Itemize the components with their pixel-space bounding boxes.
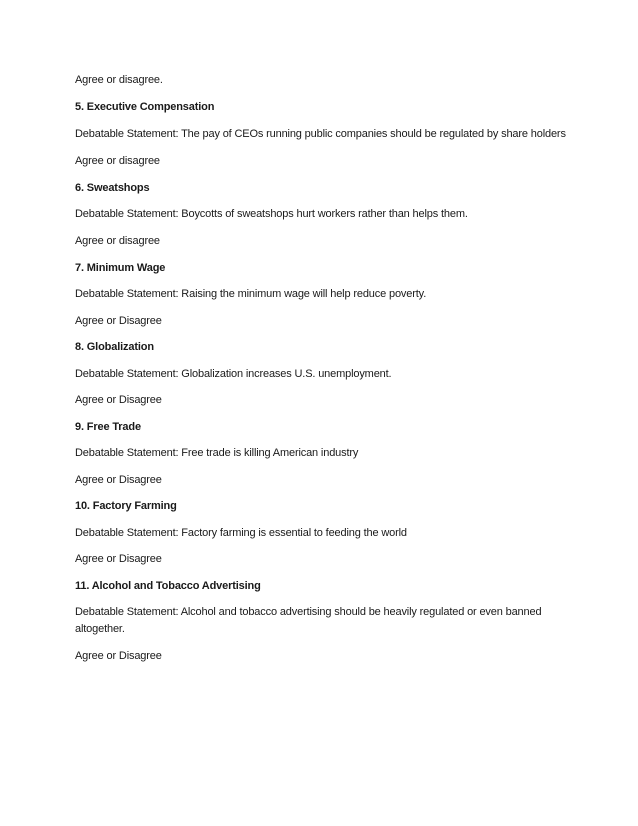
response-text-alcohol-tobacco-advertising: Agree or Disagree [75, 650, 162, 662]
section-heading-factory-farming: 10. Factory Farming [75, 500, 177, 512]
debatable-statement-free-trade: Debatable Statement: Free trade is killing American industry [75, 447, 359, 459]
response-text-executive-compensation: Agree or disagree [75, 155, 160, 167]
debatable-statement-executive-compensation: Debatable Statement: The pay of CEOs running public companies should be regulated by share holders [75, 128, 566, 140]
section-heading-free-trade: 9. Free Trade [75, 421, 141, 433]
debatable-statement-minimum-wage: Debatable Statement: Raising the minimum wage will help reduce poverty. [75, 288, 427, 300]
response-text-factory-farming: Agree or Disagree [75, 553, 162, 565]
response-text-globalization: Agree or Disagree [75, 394, 162, 406]
response-text-minimum-wage: Agree or Disagree [75, 315, 162, 327]
debatable-statement-sweatshops: Debatable Statement: Boycotts of sweatshops hurt workers rather than helps them. [75, 208, 468, 220]
section-heading-sweatshops: 6. Sweatshops [75, 182, 150, 194]
section-heading-minimum-wage: 7. Minimum Wage [75, 262, 166, 274]
section-heading-executive-compensation: 5. Executive Compensation [75, 101, 215, 113]
response-text-sweatshops: Agree or disagree [75, 235, 160, 247]
debatable-statement-alcohol-tobacco-line1: Debatable Statement: Alcohol and tobacco advertising should be heavily regulated or even banned [75, 606, 542, 618]
debatable-statement-factory-farming: Debatable Statement: Factory farming is essential to feeding the world [75, 527, 407, 539]
debatable-statement-alcohol-tobacco-line2: altogether. [75, 623, 125, 635]
section-heading-globalization: 8. Globalization [75, 341, 154, 353]
intro-response-text: Agree or disagree. [75, 74, 163, 86]
debatable-statement-globalization: Debatable Statement: Globalization increases U.S. unemployment. [75, 368, 392, 380]
section-heading-alcohol-tobacco-advertising: 11. Alcohol and Tobacco Advertising [75, 580, 261, 592]
response-text-free-trade: Agree or Disagree [75, 474, 162, 486]
